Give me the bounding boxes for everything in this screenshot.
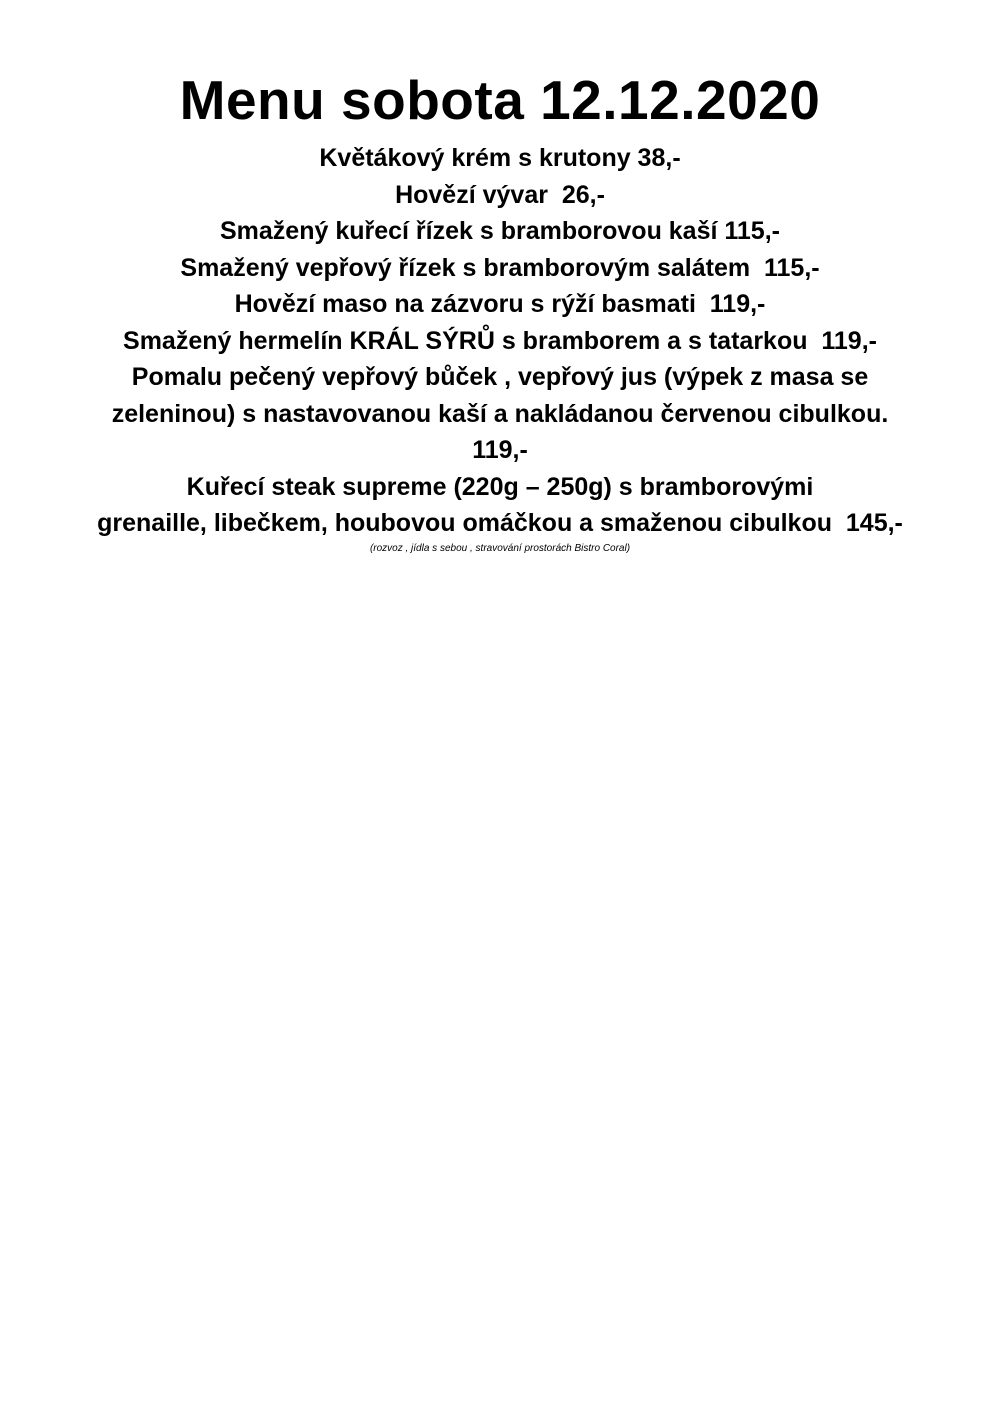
menu-item-chicken-steak-line-2: grenaille, libečkem, houbovou omáčkou a smaženou cibulkou 145,- xyxy=(97,509,903,537)
menu-item-soup-beef-broth: Hovězí vývar 26,- xyxy=(395,180,605,209)
menu-item-pork-belly-line-1: Pomalu pečený vepřový bůček , vepřový jus (výpek z masa se xyxy=(131,363,869,391)
menu-item-soup-cauliflower: Květákový krém s krutony 38,- xyxy=(319,144,681,172)
menu-item-pork-schnitzel: Smažený vepřový řízek s bramborovým salátem 115,- xyxy=(180,253,820,282)
menu-item-fried-cheese: Smažený hermelín KRÁL SÝRŮ s bramborem a s tatarkou 119,- xyxy=(123,326,877,355)
menu-item-ginger-beef: Hovězí maso na zázvoru s rýží basmati 119,- xyxy=(234,290,766,318)
menu-item-chicken-steak-line-1: Kuřecí steak supreme (220g – 250g) s bramborovými xyxy=(186,472,814,501)
service-note: (rozvoz , jídla s sebou , stravování prostorách Bistro Coral) xyxy=(369,542,631,554)
menu-item-chicken-schnitzel: Smažený kuřecí řízek s bramborovou kaší 115,- xyxy=(220,217,780,245)
menu-title: Menu sobota 12.12.2020 xyxy=(179,69,821,131)
menu-list xyxy=(0,140,1000,556)
menu-item-pork-belly-price: 119,- xyxy=(472,436,528,464)
menu-item-pork-belly-line-2: zeleninou) s nastavovanou kaší a nakládanou červenou cibulkou. xyxy=(111,399,889,428)
